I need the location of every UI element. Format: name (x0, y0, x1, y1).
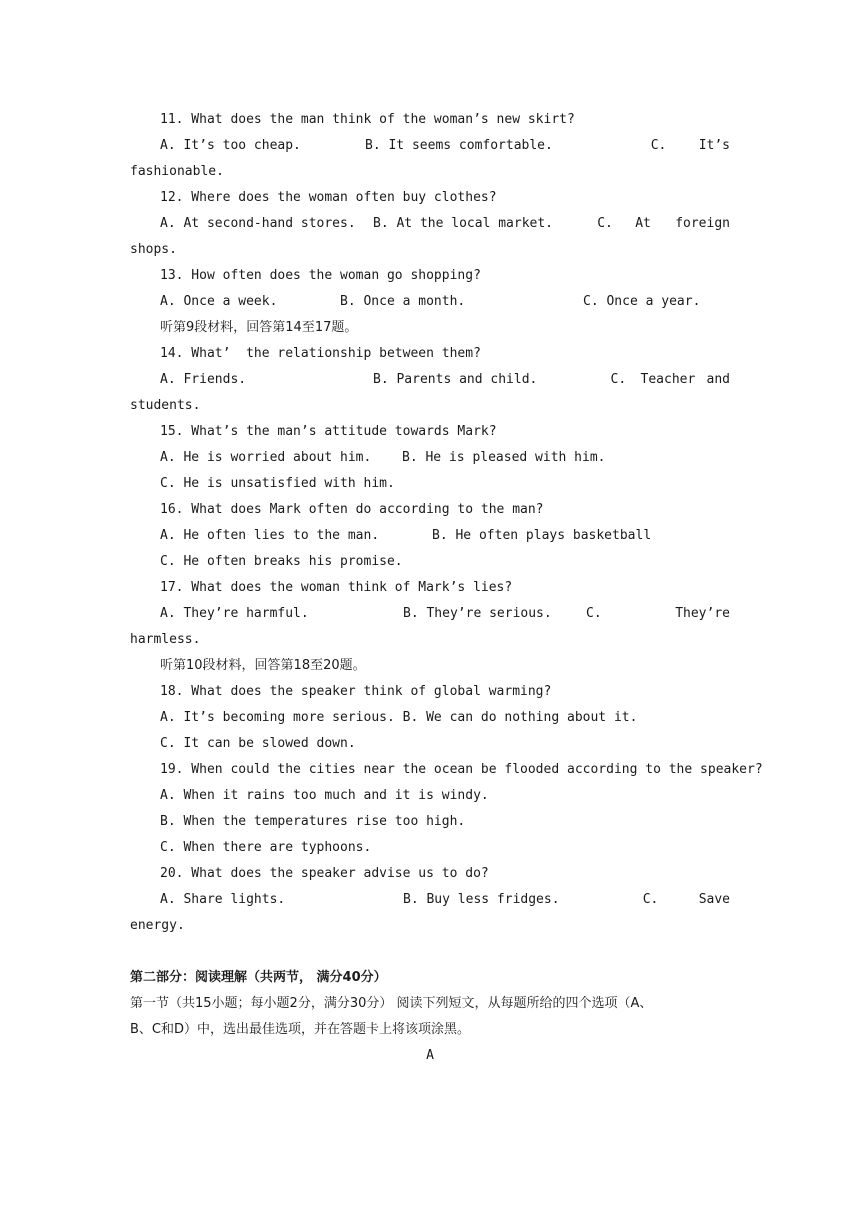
question-11-option-c-label: C. (650, 138, 667, 153)
question-20-option-b: B. Buy less fridges. (403, 892, 560, 907)
question-16-stem: 16. What does Mark often do according to the man? (160, 502, 544, 517)
question-19-option-c: C. When there are typhoons. (160, 840, 372, 855)
section-10-instruction: 听第10段材料，回答第18至20题。 (160, 658, 366, 673)
question-11-option-a: A. It’s too cheap. (160, 138, 301, 153)
question-11-stem: 11. What does the man think of the woman’s new skirt? (160, 112, 575, 127)
question-15-stem: 15. What’s the man’s attitude towards Mark? (160, 424, 497, 439)
question-12-option-c-continued: shops. (130, 242, 177, 257)
question-15-option-a: A. He is worried about him. (160, 450, 372, 465)
question-12-stem: 12. Where does the woman often buy clothes? (160, 190, 497, 205)
question-14-option-c-label: C. (610, 372, 627, 387)
question-11-option-b: B. It seems comfortable. (365, 138, 553, 153)
question-14-option-c-word-1: Teacher (640, 372, 696, 387)
question-18-options-a-b: A. It’s becoming more serious. B. We can do nothing about it. (160, 710, 638, 725)
part-2-heading: 第二部分：阅读理解（共两节， 满分40分） (130, 970, 387, 985)
question-19-option-a: A. When it rains too much and it is windy. (160, 788, 489, 803)
question-16-option-b: B. He often plays basketball (432, 528, 652, 543)
question-13-stem: 13. How often does the woman go shopping? (160, 268, 481, 283)
question-17-options (160, 606, 730, 622)
question-12-option-b: B. At the local market. (373, 216, 554, 231)
question-12-option-c-label: C. (597, 216, 613, 231)
question-11-option-c-continued: fashionable. (130, 164, 224, 179)
question-17-option-c-label: C. (586, 606, 602, 621)
question-20-option-c-word: Save (698, 892, 730, 907)
question-15-option-c: C. He is unsatisfied with him. (160, 476, 395, 491)
question-20-option-a: A. Share lights. (160, 892, 286, 907)
question-17-option-a: A. They’re harmful. (160, 606, 309, 621)
question-17-option-b: B. They’re serious. (403, 606, 552, 621)
question-14-options (160, 372, 730, 388)
question-18-option-c: C. It can be slowed down. (160, 736, 356, 751)
question-12-option-a: A. At second-hand stores. (160, 216, 356, 231)
question-12-option-c-word-2: foreign (675, 216, 730, 231)
question-13-option-b: B. Once a month. (340, 294, 466, 309)
part-2-instruction-line-1: 第一节（共15小题；每小题2分，满分30分） 阅读下列短文，从每题所给的四个选项（A、 (130, 996, 653, 1011)
question-11-option-c-word: It’s (698, 138, 730, 153)
section-9-instruction: 听第9段材料，回答第14至17题。 (160, 320, 358, 335)
question-16-option-c: C. He often breaks his promise. (160, 554, 403, 569)
question-18-stem: 18. What does the speaker think of global warming? (160, 684, 552, 699)
question-12-options (160, 216, 730, 232)
question-14-option-a: A. Friends. (160, 372, 247, 387)
question-20-options (160, 892, 730, 908)
question-20-option-c-label: C. (642, 892, 659, 907)
question-17-option-c-word: They’re (675, 606, 730, 621)
passage-label: A (426, 1048, 434, 1063)
question-20-option-c-continued: energy. (130, 918, 185, 933)
question-13-option-a: A. Once a week. (160, 294, 278, 309)
question-14-stem: 14. What’ the relationship between them? (160, 346, 481, 361)
question-14-option-c-continued: students. (130, 398, 201, 413)
question-14-option-b: B. Parents and child. (373, 372, 538, 387)
question-12-option-c-word-1: At (635, 216, 651, 231)
question-13-option-c: C. Once a year. (583, 294, 701, 309)
question-20-stem: 20. What does the speaker advise us to do? (160, 866, 489, 881)
question-17-stem: 17. What does the woman think of Mark’s lies? (160, 580, 513, 595)
question-11-options (160, 138, 730, 154)
question-19-stem: 19. When could the cities near the ocean be flooded according to the speaker? (160, 762, 763, 777)
question-15-option-b: B. He is pleased with him. (402, 450, 606, 465)
question-17-option-c-continued: harmless. (130, 632, 201, 647)
question-16-option-a: A. He often lies to the man. (160, 528, 380, 543)
question-19-option-b: B. When the temperatures rise too high. (160, 814, 466, 829)
question-14-option-c-word-2: and (706, 372, 730, 387)
part-2-instruction-line-2: B、C和D）中，选出最佳选项，并在答题卡上将该项涂黑。 (130, 1022, 471, 1037)
